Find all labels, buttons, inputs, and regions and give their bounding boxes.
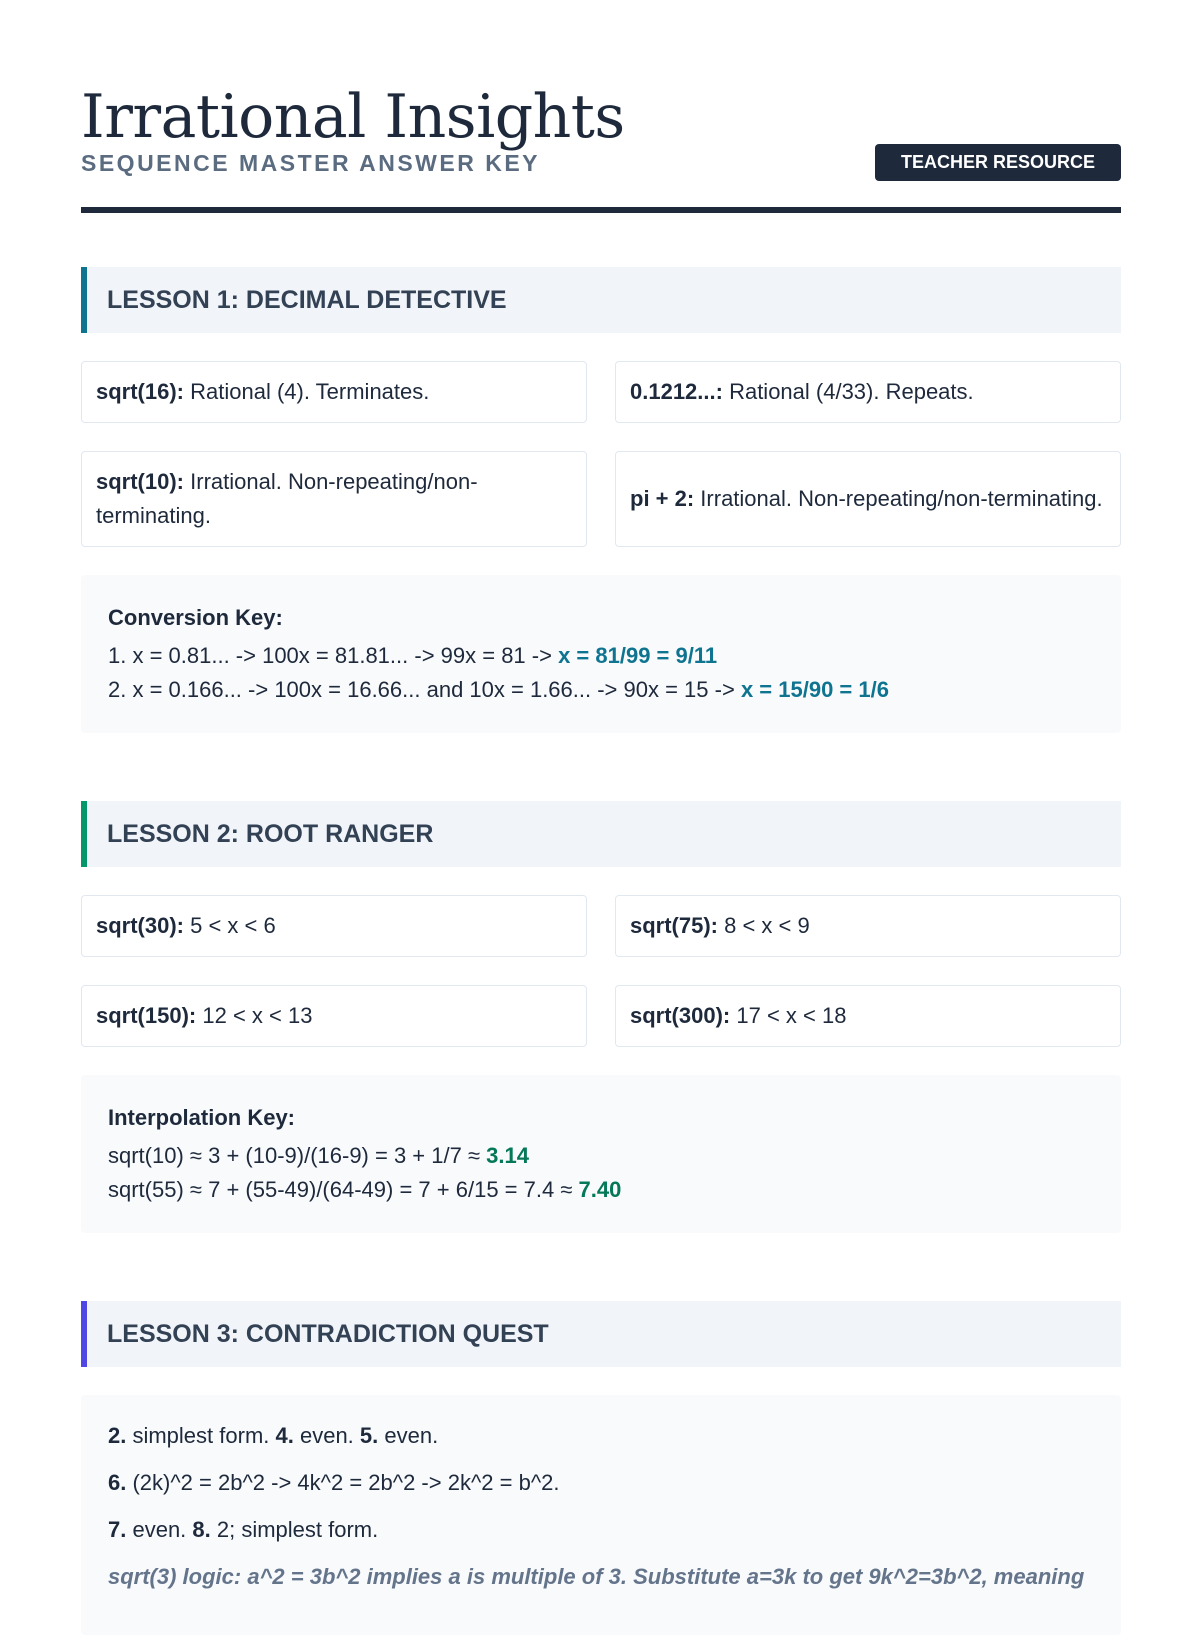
step-text: even. [126,1517,193,1542]
conversion-answer: x = 15/90 = 1/6 [740,677,889,702]
step-number: 5. [359,1423,379,1448]
answer-term: pi + 2: [630,486,695,511]
answer-term: sqrt(150): [96,1003,197,1028]
sqrt3-logic-note: sqrt(3) logic: a^2 = 3b^2 implies a is multiple of 3. Substitute a=3k to get 9k^2=3b^2, meaning [108,1564,1085,1589]
answer-text: 8 < x < 9 [718,913,810,938]
answer-card [615,451,1121,547]
step-text: 2; simplest form. [210,1517,379,1542]
answer-card [81,895,587,957]
contradiction-key [81,1395,1121,1635]
answer-text: Irrational. Non-repeating/non-terminating. [694,486,1103,511]
header-divider [81,207,1121,213]
page-subtitle: SEQUENCE MASTER ANSWER KEY [81,150,541,176]
interpolation-line [108,1139,1094,1173]
lesson-3-heading: LESSON 3: CONTRADICTION QUEST [81,1301,1121,1367]
lesson-1-heading: LESSON 1: DECIMAL DETECTIVE [81,267,1121,333]
answer-term: sqrt(16): [96,379,185,404]
conversion-key [81,575,1121,733]
interpolation-key-title: Interpolation Key: [108,1105,296,1130]
conversion-work: 2. x = 0.166... -> 100x = 16.66... and 10x = 1.66... -> 90x = 15 -> [108,677,741,702]
answer-term: sqrt(30): [96,913,185,938]
step-text: even. [378,1423,439,1448]
page-title: Irrational Insights [81,82,625,152]
step-number: 2. [108,1423,127,1448]
step-number: 6. [108,1470,127,1495]
answer-card [81,451,587,547]
interpolation-line [108,1173,1094,1207]
interpolation-answer: 3.14 [486,1143,529,1168]
teacher-resource-badge: TEACHER RESOURCE [875,144,1121,181]
step-number: 4. [275,1423,294,1448]
interpolation-answer: 7.40 [578,1177,622,1202]
answer-card [615,985,1121,1047]
conversion-key-title: Conversion Key: [108,605,283,630]
step-text: simplest form. [126,1423,276,1448]
interpolation-work: sqrt(55) ≈ 7 + (55-49)/(64-49) = 7 + 6/15 = 7.4 ≈ [108,1177,579,1202]
answer-card [615,895,1121,957]
answer-text: 17 < x < 18 [730,1003,847,1028]
step-number: 7. [108,1517,127,1542]
answer-text: Rational (4). Terminates. [184,379,430,404]
interpolation-work: sqrt(10) ≈ 3 + (10-9)/(16-9) = 3 + 1/7 ≈ [108,1143,487,1168]
answer-term: sqrt(75): [630,913,719,938]
answer-text: Irrational. Non-repeating/non-terminating. [96,469,478,528]
answer-card [81,361,587,423]
answer-text: 5 < x < 6 [184,913,276,938]
interpolation-key [81,1075,1121,1233]
answer-key-page [81,0,1121,1589]
answer-card [615,361,1121,423]
answer-term: 0.1212...: [630,379,723,404]
step-number: 8. [192,1517,211,1542]
step-text: (2k)^2 = 2b^2 -> 4k^2 = 2b^2 -> 2k^2 = b^2. [126,1470,560,1495]
proof-step-line [108,1466,1094,1500]
lesson-2-heading: LESSON 2: ROOT RANGER [81,801,1121,867]
conversion-work: 1. x = 0.81... -> 100x = 81.81... -> 99x = 81 -> [108,643,559,668]
answer-card [81,985,587,1047]
step-text: even. [293,1423,360,1448]
proof-step-line [108,1419,1094,1453]
answer-text: 12 < x < 13 [196,1003,313,1028]
proof-step-line [108,1513,1094,1547]
conversion-line [108,639,1094,673]
conversion-answer: x = 81/99 = 9/11 [558,643,718,668]
answer-text: Rational (4/33). Repeats. [722,379,974,404]
page-header [81,0,1121,216]
answer-term: sqrt(300): [630,1003,731,1028]
answer-term: sqrt(10): [96,469,185,494]
conversion-line [108,673,1094,707]
